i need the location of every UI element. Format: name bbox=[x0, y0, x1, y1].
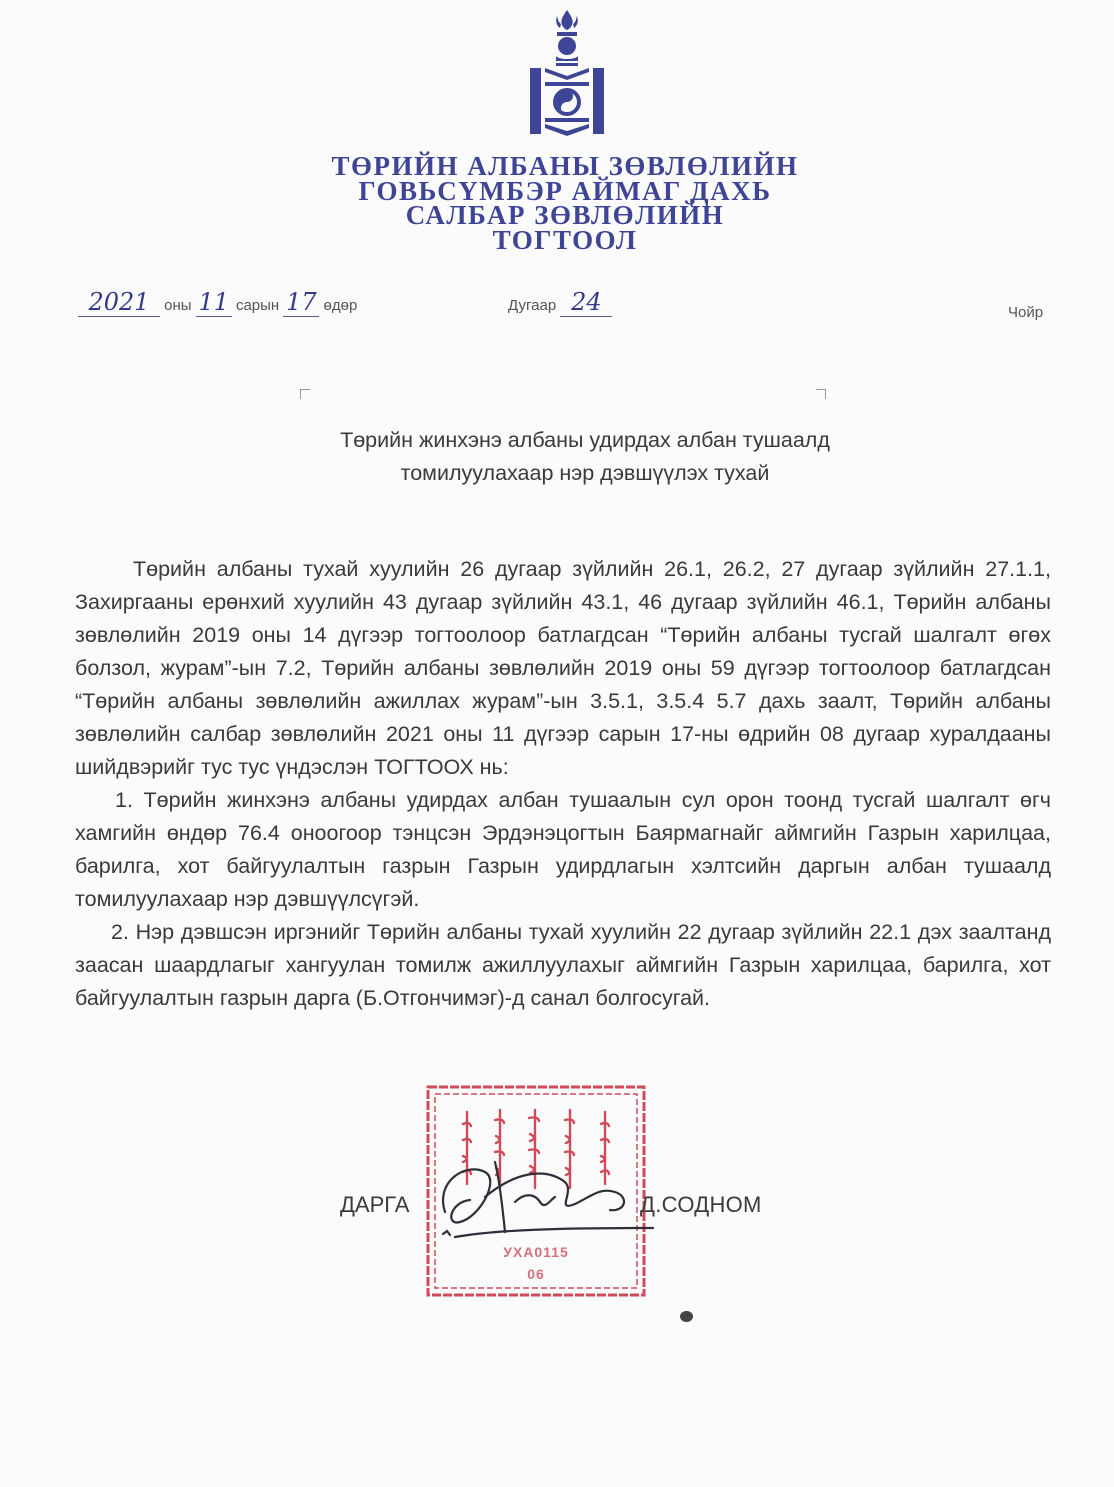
date-month: 11 bbox=[196, 288, 232, 317]
document-number bbox=[508, 288, 612, 317]
document-subject bbox=[200, 424, 970, 490]
header-line-4: ТОГТООЛ bbox=[492, 224, 638, 255]
date-day: 17 bbox=[283, 288, 319, 317]
stamp-code-2: 06 bbox=[527, 1266, 545, 1282]
signatory-title: ДАРГА bbox=[340, 1192, 410, 1217]
signature-block bbox=[340, 1084, 800, 1304]
state-emblem-icon bbox=[527, 10, 607, 138]
handwritten-signature bbox=[425, 1142, 655, 1252]
document-header bbox=[200, 151, 930, 255]
corner-mark-left bbox=[300, 389, 310, 399]
document-place: Чойр bbox=[1008, 304, 1044, 321]
date-month-label: сарын bbox=[235, 297, 280, 314]
ink-spot bbox=[680, 1311, 693, 1322]
header-line-3: САЛБАР ЗӨВЛӨЛИЙН bbox=[405, 200, 725, 230]
number-label: Дугаар bbox=[508, 297, 557, 314]
corner-mark-right bbox=[816, 389, 826, 399]
date-year: 2021 bbox=[78, 288, 160, 317]
header-line-2: ГОВЬСҮМБЭР АЙМАГ ДАХЬ bbox=[358, 175, 772, 206]
subject-line-1: Төрийн жинхэнэ албаны удирдах албан тушаалд bbox=[340, 428, 830, 452]
signatory-name: Д.СОДНОМ bbox=[640, 1192, 762, 1217]
body-item-1: 1. Төрийн жинхэнэ албаны удирдах албан тушаалын сул орон тоонд тусгай шалгалт өгч хамгийн өндөр 76.4 оноогоор тэнцсэн Эрдэнэцогтын Баярмагнайг аймгийн Газрын харилцаа, барилга, хот байгуулалтын газрын Газрын удирдлагын хэлтсийн даргын албан тушаалд томилуулахаар нэр дэвшүүлсүгэй. bbox=[75, 788, 1051, 911]
number-value: 24 bbox=[560, 288, 612, 317]
body-item-2: 2. Нэр дэвшсэн иргэнийг Төрийн албаны тухай хуулийн 22 дугаар зүйлийн 22.1 дэх заалтанд заасан шаардлагыг хангуулан томилж ажиллуулахыг аймгийн Газрын харилцаа, барилга, хот байгуулалтын газрын дарга (Б.Отгончимэг)-д санал болгосугай. bbox=[75, 920, 1051, 1010]
body-intro-paragraph: Төрийн албаны тухай хуулийн 26 дугаар зүйлийн 26.1, 26.2, 27 дугаар зүйлийн 27.1.1, Захиргааны ерөнхий хуулийн 43 дугаар зүйлийн 43.1, 46 дугаар зүйлийн 46.1, Төрийн албаны зөвлөлийн 2019 оны 14 дүгээр тогтоолоор батлагдсан “Төрийн албаны тусгай шалгалт өгөх болзол, журам”-ын 7.2, Төрийн албаны зөвлөлийн 2019 оны 59 дүгээр тогтоолоор батлагдсан “Төрийн албаны зөвлөлийн ажиллах журам”-ын 3.5.1, 3.5.4 5.7 дахь заалт, Төрийн албаны зөвлөлийн салбар зөвлөлийн 2021 оны 11 дүгээр сарын 17-ны өдрийн 08 дугаар хуралдааны шийдвэрийг тус тус үндэслэн ТОГТООХ нь: bbox=[75, 557, 1051, 779]
date-year-label: оны bbox=[164, 297, 192, 314]
document-date bbox=[78, 288, 357, 317]
document-body bbox=[75, 553, 1051, 1015]
date-day-label: өдөр bbox=[323, 297, 358, 314]
stamp-code-1: УХА0115 bbox=[503, 1244, 569, 1260]
subject-line-2: томилуулахаар нэр дэвшүүлэх тухай bbox=[400, 461, 770, 485]
header-line-1: ТӨРИЙН АЛБАНЫ ЗӨВЛӨЛИЙН bbox=[331, 151, 799, 181]
